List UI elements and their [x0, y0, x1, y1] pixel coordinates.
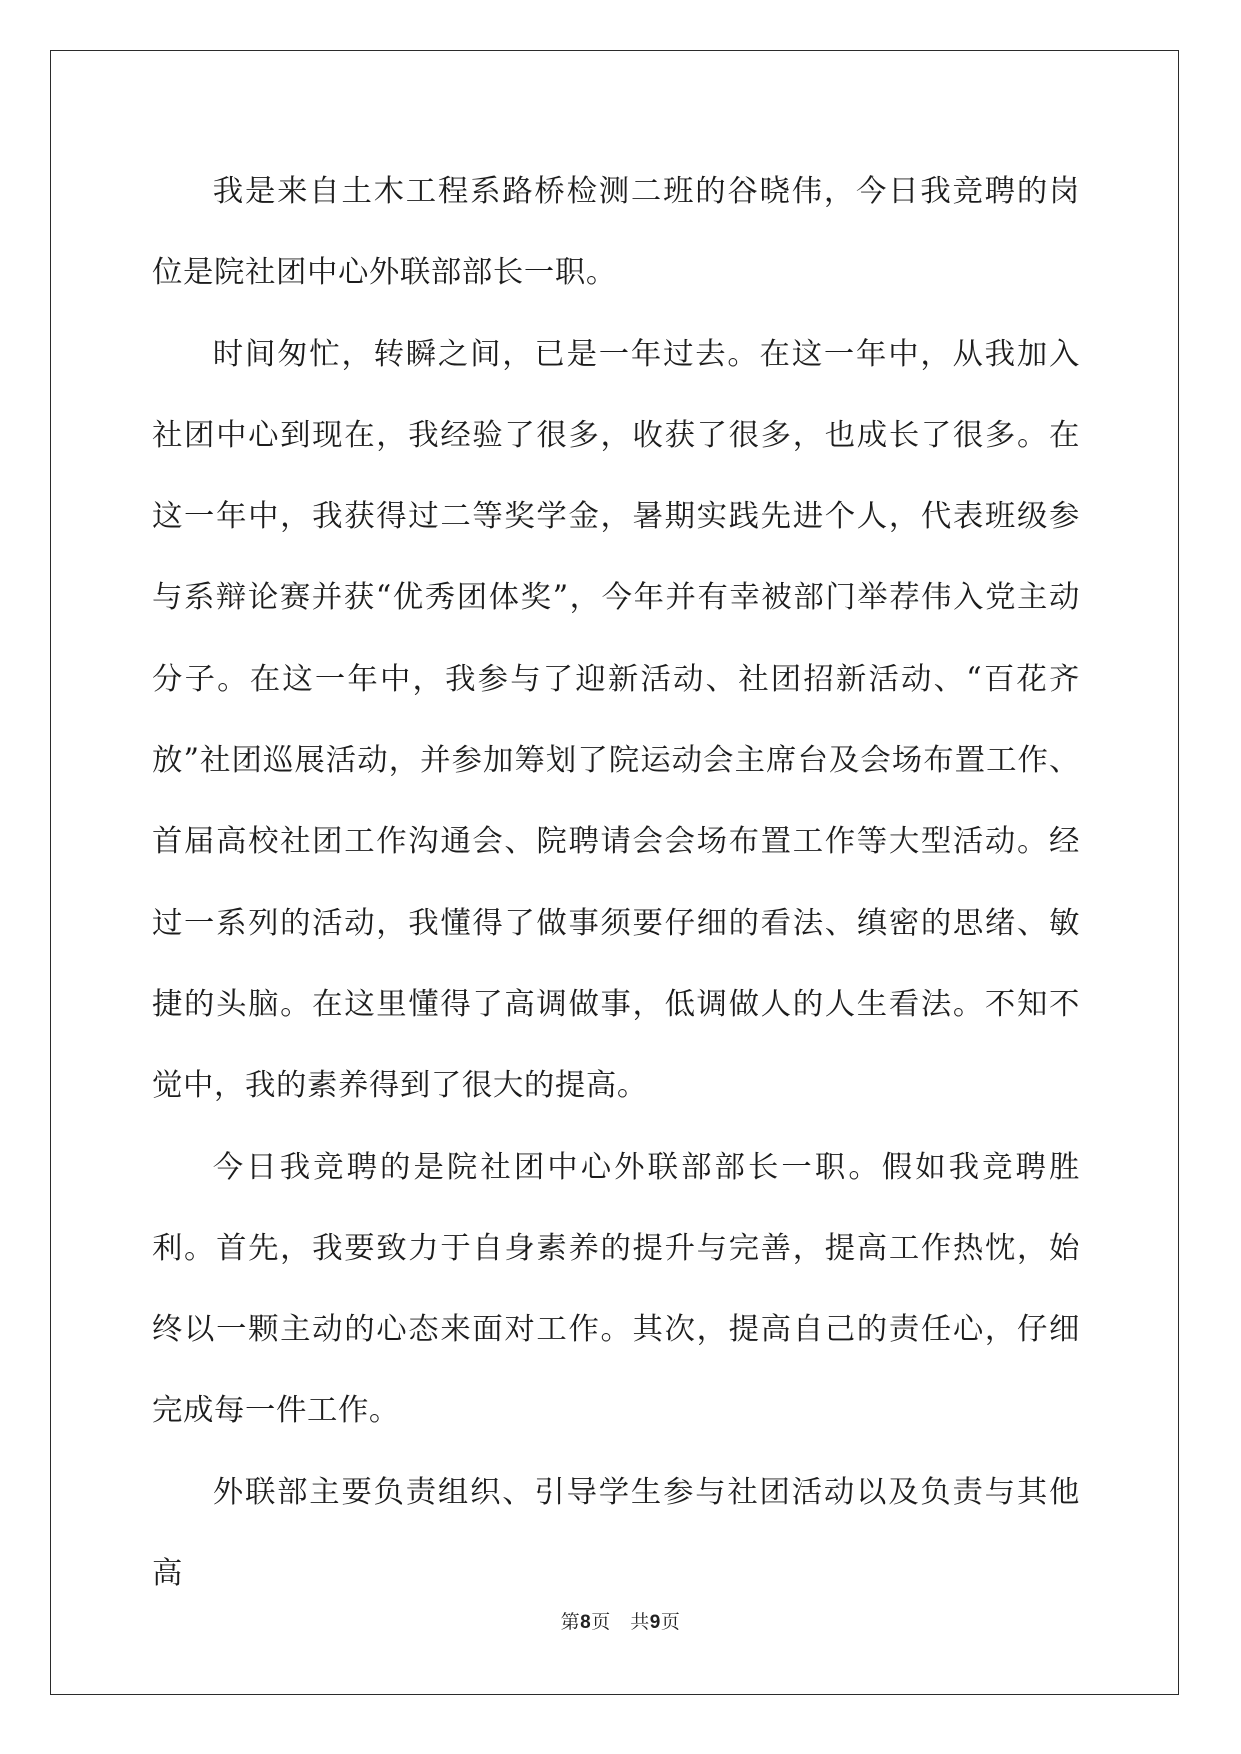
- paragraph: 今日我竞聘的是院社团中心外联部部长一职。假如我竞聘胜利。首先，我要致力于自身素养的提升与完善，提高工作热忱，始终以一颗主动的心态来面对工作。其次，提高自己的责任心，仔细完成每一件工作。: [152, 1149, 1080, 1429]
- paragraph: 外联部主要负责组织、引导学生参与社团活动以及负责与其他高: [152, 1474, 1080, 1592]
- page-suffix: 页: [660, 1611, 681, 1633]
- paragraph: 我是来自土木工程系路桥检测二班的谷晓伟，今日我竞聘的岗位是院社团中心外联部部长一职。: [152, 174, 1080, 291]
- current-page-number: 8: [580, 1612, 592, 1633]
- paragraph: 时间匆忙，转瞬之间，已是一年过去。在这一年中，从我加入社团中心到现在，我经验了很多，收获了很多，也成长了很多。在这一年中，我获得过二等奖学金，暑期实践先进个人，代表班级参与系辩论赛并获“优秀团体奖”，今年并有幸被部门举荐伟入党主动分子。在这一年中，我参与了迎新活动、社团招新活动、“百花齐放”社团巡展活动，并参加筹划了院运动会主席台及会场布置工作、首届高校社团工作沟通会、院聘请会会场布置工作等大型活动。经过一系列的活动，我懂得了做事须要仔细的看法、缜密的思绪、敏捷的头脑。在这里懂得了高调做事，低调做人的人生看法。不知不觉中，我的素养得到了很大的提高。: [152, 336, 1080, 1104]
- page-prefix: 第: [560, 1611, 581, 1633]
- page-mid: 页 共: [591, 1611, 650, 1633]
- document-body: [152, 151, 1080, 1614]
- total-page-number: 9: [649, 1612, 661, 1633]
- page-number-footer: [0, 1607, 1241, 1634]
